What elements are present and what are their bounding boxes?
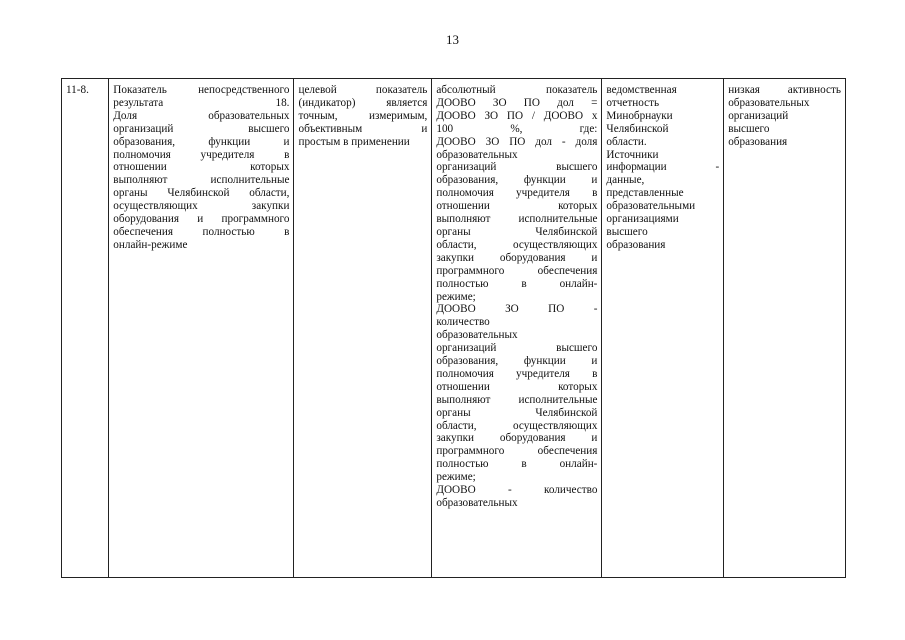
cell-text-line: организаций высшего — [113, 122, 290, 135]
cell-text-line: данные, — [606, 174, 645, 187]
cell-text-line: количество — [436, 316, 490, 329]
cell-text-line: полномочия учредителя в — [436, 367, 598, 380]
table-row — [62, 79, 846, 578]
cell-text-line: организаций — [728, 109, 789, 122]
page-number: 13 — [446, 32, 459, 47]
cell-text-line: образования, функции и — [436, 174, 598, 187]
cell-text-line: области, осуществляющих — [436, 238, 598, 251]
cell-source — [602, 79, 724, 578]
cell-text-line: образования, функции и — [113, 135, 290, 148]
cell-text-line: выполняют исполнительные — [436, 213, 598, 226]
cell-text-line: осуществляющих закупки — [113, 200, 290, 213]
cell-text-line: организаций высшего — [436, 342, 598, 355]
cell-text-line: полностью в онлайн- — [436, 277, 598, 290]
cell-text-line: органы Челябинской — [436, 406, 598, 419]
cell-text-line: ведомственная — [606, 84, 677, 96]
cell-text-line: области. — [606, 135, 647, 148]
cell-text-line: организаций высшего — [436, 161, 598, 174]
cell-text-line: Источники — [606, 148, 659, 161]
cell-text-line: представленные — [606, 187, 684, 200]
cell-text-line: полномочия учредителя в — [436, 187, 598, 200]
cell-text-line: образовательных — [436, 329, 518, 342]
cell-text-line: образовательных — [436, 497, 518, 509]
cell-text-line: программного обеспечения — [436, 445, 598, 458]
cell-text-line: Минобрнауки — [606, 109, 673, 122]
cell-text-line: целевой показатель — [298, 84, 428, 96]
cell-formula — [432, 79, 602, 578]
cell-text-line: 100 %, где: — [436, 122, 598, 135]
cell-text-line: абсолютный показатель — [436, 84, 598, 96]
cell-text-line: объективным и — [298, 122, 428, 135]
cell-text-line: ДООВО - количество — [436, 484, 598, 497]
cell-text-line: выполняют исполнительные — [436, 393, 598, 406]
cell-text-line: образовательных — [436, 148, 518, 161]
cell-text-line: полномочия учредителя в — [113, 148, 290, 161]
cell-text-line: закупки оборудования и — [436, 251, 598, 264]
cell-text-line: высшего — [606, 225, 648, 238]
cell-text-line: образования — [606, 238, 666, 251]
cell-text-line: закупки оборудования и — [436, 432, 598, 445]
cell-text-line: выполняют исполнительные — [113, 174, 290, 187]
cell-text-line: отношении которых — [436, 200, 598, 213]
cell-text-line: отношении которых — [113, 161, 290, 174]
cell-text-line: (индикатор) является — [298, 96, 428, 109]
cell-text-line: простым в применении — [298, 135, 410, 148]
cell-text-line: образования — [728, 135, 788, 148]
cell-text-line: Доля образовательных — [113, 109, 290, 122]
cell-text-line: отношении которых — [436, 380, 598, 393]
cell-text-line: обеспечения полностью в — [113, 225, 290, 238]
cell-text-line: точным, измеримым, — [298, 109, 428, 122]
cell-text-line: ДООВО ЗО ПО дол - доля — [436, 135, 598, 148]
cell-text-line: режиме; — [436, 290, 476, 303]
cell-text-line: области, осуществляющих — [436, 419, 598, 432]
cell-risk — [724, 79, 846, 578]
cell-text-line: полностью в онлайн- — [436, 458, 598, 471]
cell-text-line: ДООВО ЗО ПО дол = — [436, 96, 598, 109]
cell-text-line: организациями — [606, 213, 679, 226]
cell-text-line: ДООВО ЗО ПО / ДООВО х — [436, 109, 598, 122]
cell-text-line: результата 18. — [113, 96, 290, 109]
cell-text-line: образовательными — [606, 200, 696, 213]
cell-text-line: низкая активность — [728, 84, 841, 96]
cell-text-line: Челябинской — [606, 122, 669, 135]
cell-text-line: режиме; — [436, 471, 476, 484]
cell-text-line: высшего — [728, 122, 770, 135]
cell-text-line: органы Челябинской — [436, 225, 598, 238]
cell-indicator — [109, 79, 294, 578]
cell-text-line: ДООВО ЗО ПО - — [436, 303, 598, 316]
cell-text-line: оборудования и программного — [113, 213, 290, 226]
cell-text-line: информации - — [606, 161, 720, 174]
cell-text-line: отчетность — [606, 96, 660, 109]
cell-text-line: Показатель непосредственного — [113, 84, 290, 96]
cell-text-line: органы Челябинской области, — [113, 187, 290, 200]
cell-text-line: программного обеспечения — [436, 264, 598, 277]
indicator-table — [61, 78, 846, 578]
row-code: 11-8. — [66, 84, 89, 96]
cell-text-line: онлайн-режиме — [113, 238, 188, 251]
cell-code — [62, 79, 109, 578]
cell-text-line: образовательных — [728, 96, 810, 109]
cell-text-line: образования, функции и — [436, 355, 598, 368]
cell-target — [294, 79, 432, 578]
